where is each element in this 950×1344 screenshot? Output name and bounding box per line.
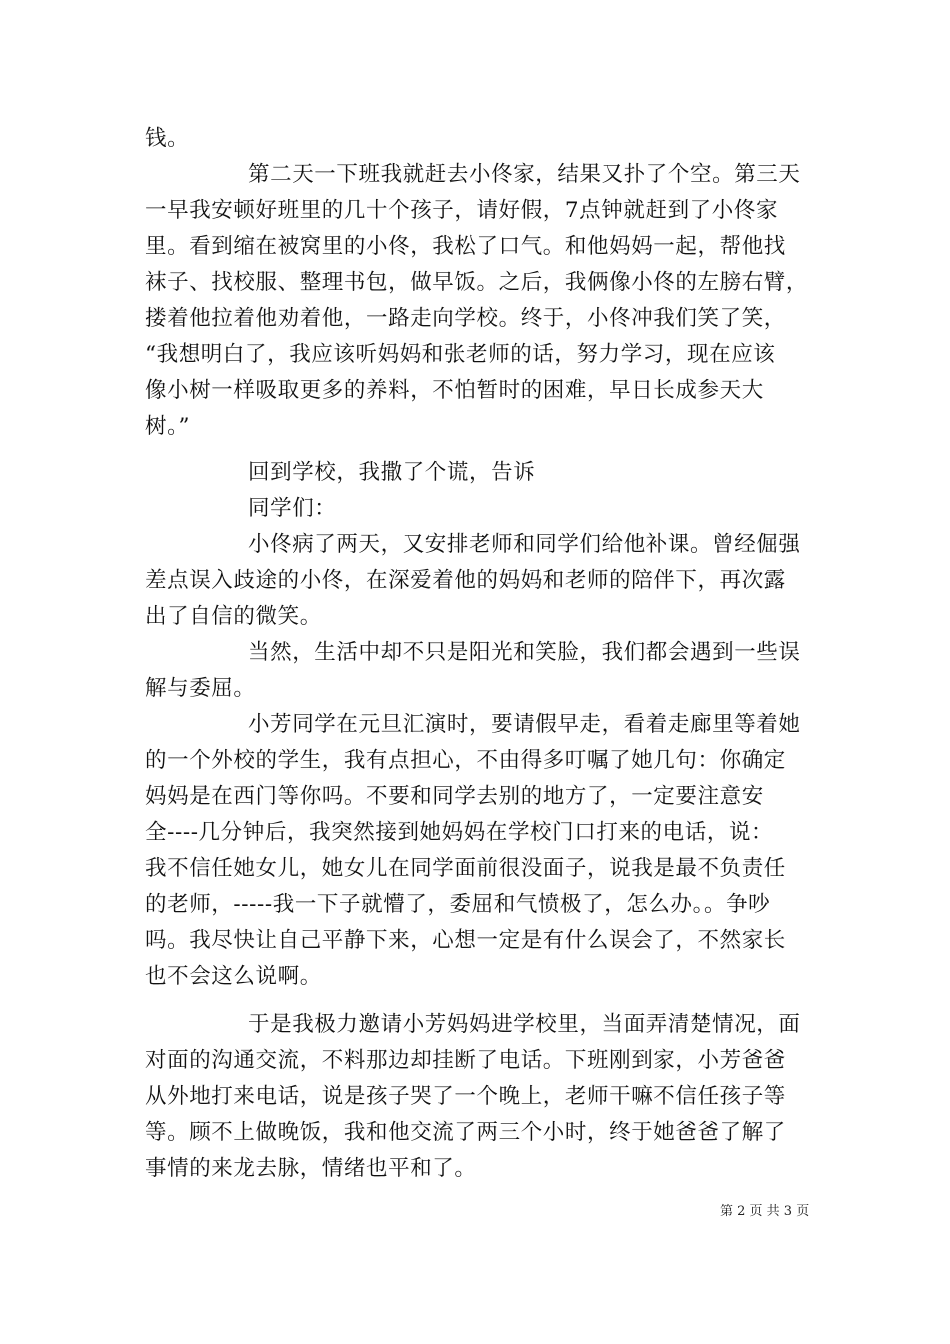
paragraph-line: 等。顾不上做晚饭，我和他交流了两三个小时，终于她爸爸了解了 <box>145 1120 786 1145</box>
paragraph-line: 像小树一样吸取更多的养料，不怕暂时的困难，早日长成参天大 <box>145 378 764 403</box>
paragraph-line: 小芳同学在元旦汇演时，要请假早走，看着走廊里等着她 <box>248 712 801 737</box>
paragraph-line: 差点误入歧途的小佟，在深爱着他的妈妈和老师的陪伴下，再次露 <box>145 568 786 593</box>
paragraph-line: 我不信任她女儿，她女儿在同学面前很没面子，说我是最不负责任 <box>145 856 786 881</box>
paragraph-line: 从外地打来电话，说是孩子哭了一个晚上，老师干嘛不信任孩子等 <box>145 1084 786 1109</box>
paragraph-line: 全----几分钟后，我突然接到她妈妈在学校门口打来的电话，说： <box>145 820 774 845</box>
paragraph-line: 也不会这么说啊。 <box>145 964 322 989</box>
paragraph-line: 一早我安顿好班里的几十个孩子，请好假，7点钟就赶到了小佟家 <box>145 198 779 223</box>
paragraph-line: 袜子、找校服、整理书包，做早饭。之后，我俩像小佟的左膀右臂， <box>145 270 809 295</box>
paragraph-line: 第二天一下班我就赶去小佟家，结果又扑了个空。第三天 <box>248 162 801 187</box>
paragraph-line: 当然，生活中却不只是阳光和笑脸，我们都会遇到一些误 <box>248 640 801 665</box>
paragraph-line: 的一个外校的学生，我有点担心，不由得多叮嘱了她几句：你确定 <box>145 748 786 773</box>
paragraph-line: 妈妈是在西门等你吗。不要和同学去别的地方了，一定要注意安 <box>145 784 764 809</box>
paragraph-line: 出了自信的微笑。 <box>145 604 322 629</box>
paragraph-line: 树。” <box>145 414 191 439</box>
paragraph-line: 小佟病了两天，又安排老师和同学们给他补课。曾经倔强 <box>248 532 801 557</box>
paragraph-line: 钱。 <box>145 126 190 151</box>
paragraph-line: 的老师，-----我一下子就懵了，委屈和气愤极了，怎么办。。争吵 <box>145 892 771 917</box>
paragraph-line: 于是我极力邀请小芳妈妈进学校里，当面弄清楚情况，面 <box>248 1012 801 1037</box>
paragraph-line: “我想明白了，我应该听妈妈和张老师的话，努力学习，现在应该 <box>145 342 776 367</box>
paragraph-line: 对面的沟通交流，不料那边却挂断了电话。下班刚到家，小芳爸爸 <box>145 1048 786 1073</box>
paragraph-line: 搂着他拉着他劝着他，一路走向学校。终于，小佟冲我们笑了笑， <box>145 306 786 331</box>
page-number-footer: 第 2 页 共 3 页 <box>720 1204 810 1219</box>
paragraph-line: 解与委屈。 <box>145 676 256 701</box>
paragraph-line: 回到学校，我撒了个谎，告诉 <box>248 460 536 485</box>
paragraph-line: 吗。我尽快让自己平静下来，心想一定是有什么误会了，不然家长 <box>145 928 786 953</box>
paragraph-line: 同学们： <box>248 496 337 521</box>
paragraph-line: 事情的来龙去脉，情绪也平和了。 <box>145 1156 477 1181</box>
paragraph-line: 里。看到缩在被窝里的小佟，我松了口气。和他妈妈一起，帮他找 <box>145 234 786 259</box>
